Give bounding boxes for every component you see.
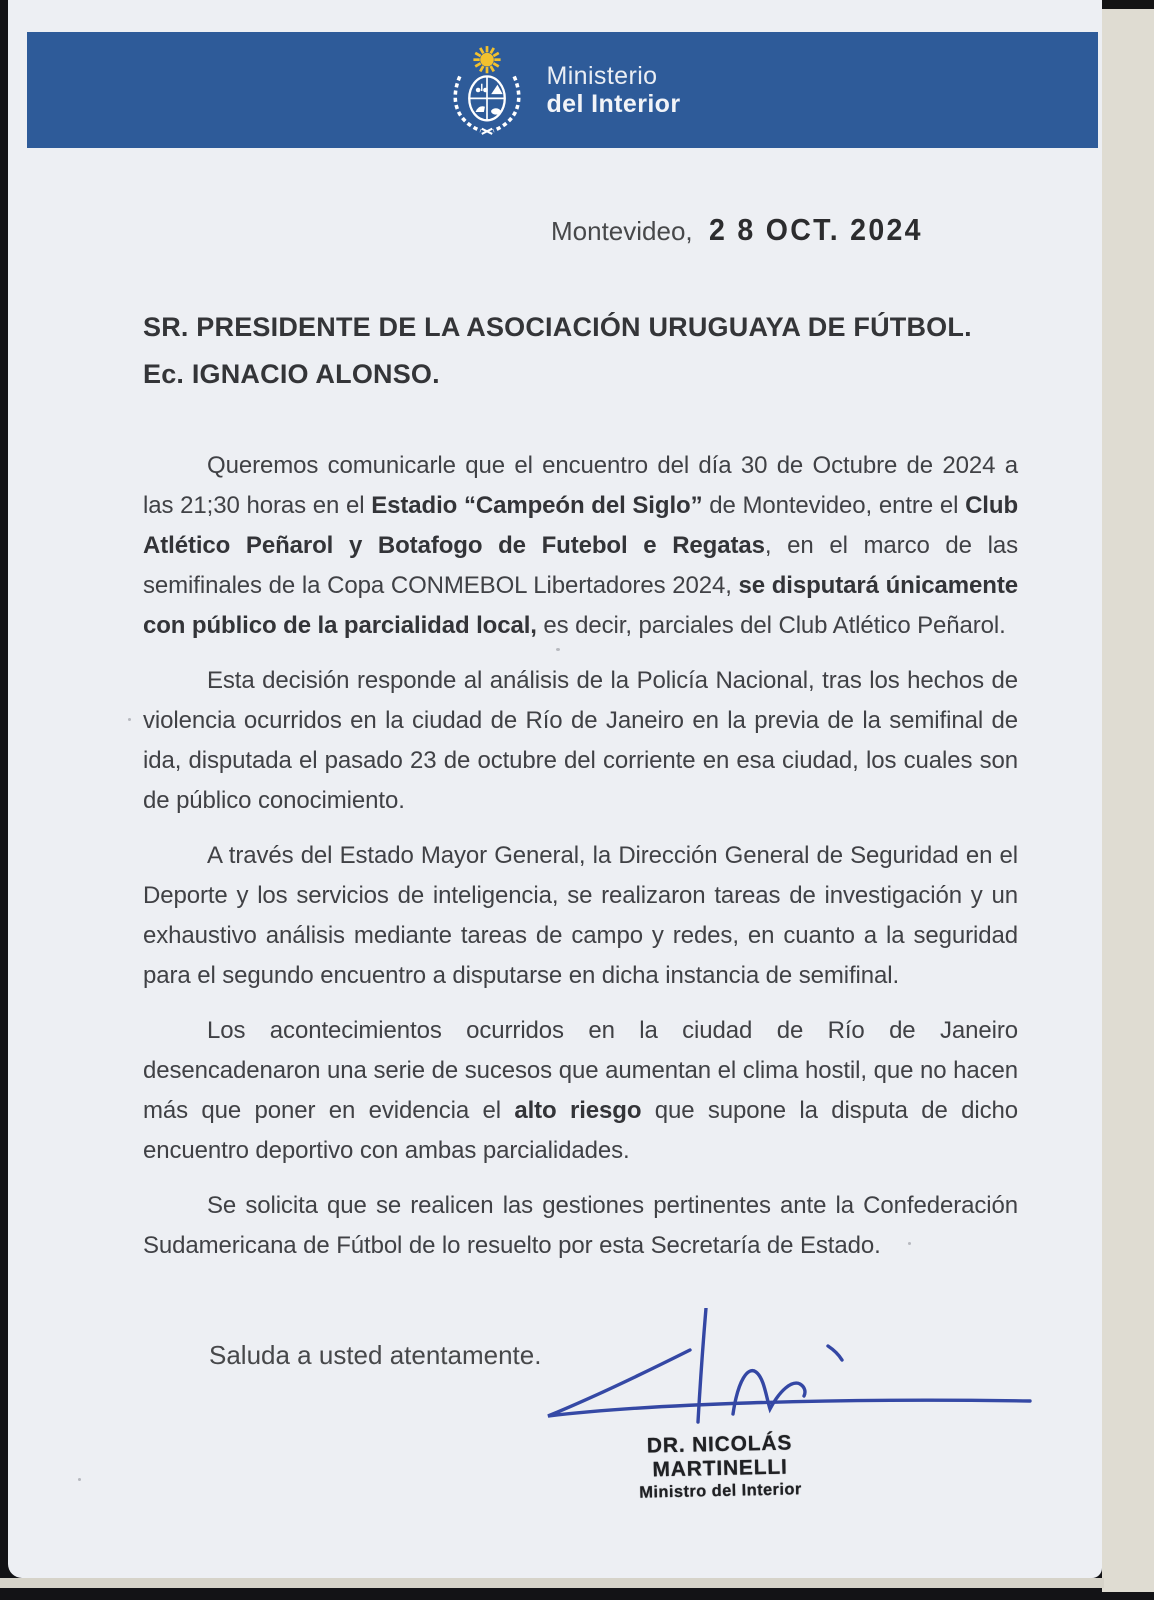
ministry-name-line1: Ministerio [546,62,658,90]
city-label: Montevideo, [551,216,693,246]
scan-speck [78,1478,81,1481]
minister-stamp-title: Ministro del Interior [639,1480,802,1502]
body-paragraph: Los acontecimientos ocurridos en la ciudad de Río de Janeiro desencadenaron una serie de sucesos que aumentan el clima hostil, que no hacen más que poner en evidencia el alto riesgo que supone la disputa de dicho encuentro deportivo con ambas parcialidades. [143,1017,1018,1164]
body-paragraph: Esta decisión responde al análisis de la Policía Nacional, tras los hechos de violencia ocurridos en la ciudad de Río de Janeiro en la previa de la semifinal de ida, disputada el pasado 23 de octubre del corriente en esa ciudad, los cuales son de público conocimiento. [143,667,1018,814]
minister-stamp-name: DR. NICOLÁS MARTINELLI [646,1431,793,1482]
body-paragraph: Se solicita que se realicen las gestiones pertinentes ante la Confederación Sudamericana de Fútbol de lo resuelto por esta Secretaría de Estado. [143,1192,1018,1259]
date-line [143,212,1018,248]
body-paragraph: Queremos comunicarle que el encuentro del día 30 de Octubre de 2024 a las 21;30 horas en el Estadio “Campeón del Siglo” de Montevideo, entre el Club Atlético Peñarol y Botafogo de Futebol e Regatas, en el marco de las semifinales de la Copa CONMEBOL Libertadores 2024, se disputará únicamente con público de la parcialidad local, es decir, parciales del Club Atlético Peñarol. [143,452,1018,639]
signature-ink [528,1308,1048,1436]
letter-content [143,148,1018,1371]
uruguay-coat-of-arms-icon [445,44,529,136]
body-paragraph: A través del Estado Mayor General, la Dirección General de Seguridad en el Deporte y los servicios de inteligencia, se realizaron tareas de investigación y un exhaustivo análisis mediante tareas de campo y redes, en cuanto a la seguridad para el segundo encuentro a disputarse en dicha instancia de semifinal. [143,842,1018,989]
scan-speck [128,718,131,721]
addressee-line2: Ec. IGNACIO ALONSO. [143,359,440,389]
scan-edge-top [1102,0,1154,9]
ministry-header-band [27,32,1098,148]
scan-speck [556,648,560,651]
ministry-name-line2: del Interior [546,90,681,118]
addressee-block [143,304,1018,398]
letter-body [143,446,1018,1266]
date-stamp: 2 8 OCT. 2024 [708,212,923,247]
scan-edge-bottom [0,1578,1104,1588]
minister-stamp [583,1430,856,1504]
scanner-background [1102,0,1154,1592]
closing-line: Saluda a usted atentamente. [209,1340,542,1370]
scan-speck [908,1242,911,1245]
ministry-name [547,62,681,118]
addressee-line1: SR. PRESIDENTE DE LA ASOCIACIÓN URUGUAYA DE FÚTBOL. [143,312,972,342]
